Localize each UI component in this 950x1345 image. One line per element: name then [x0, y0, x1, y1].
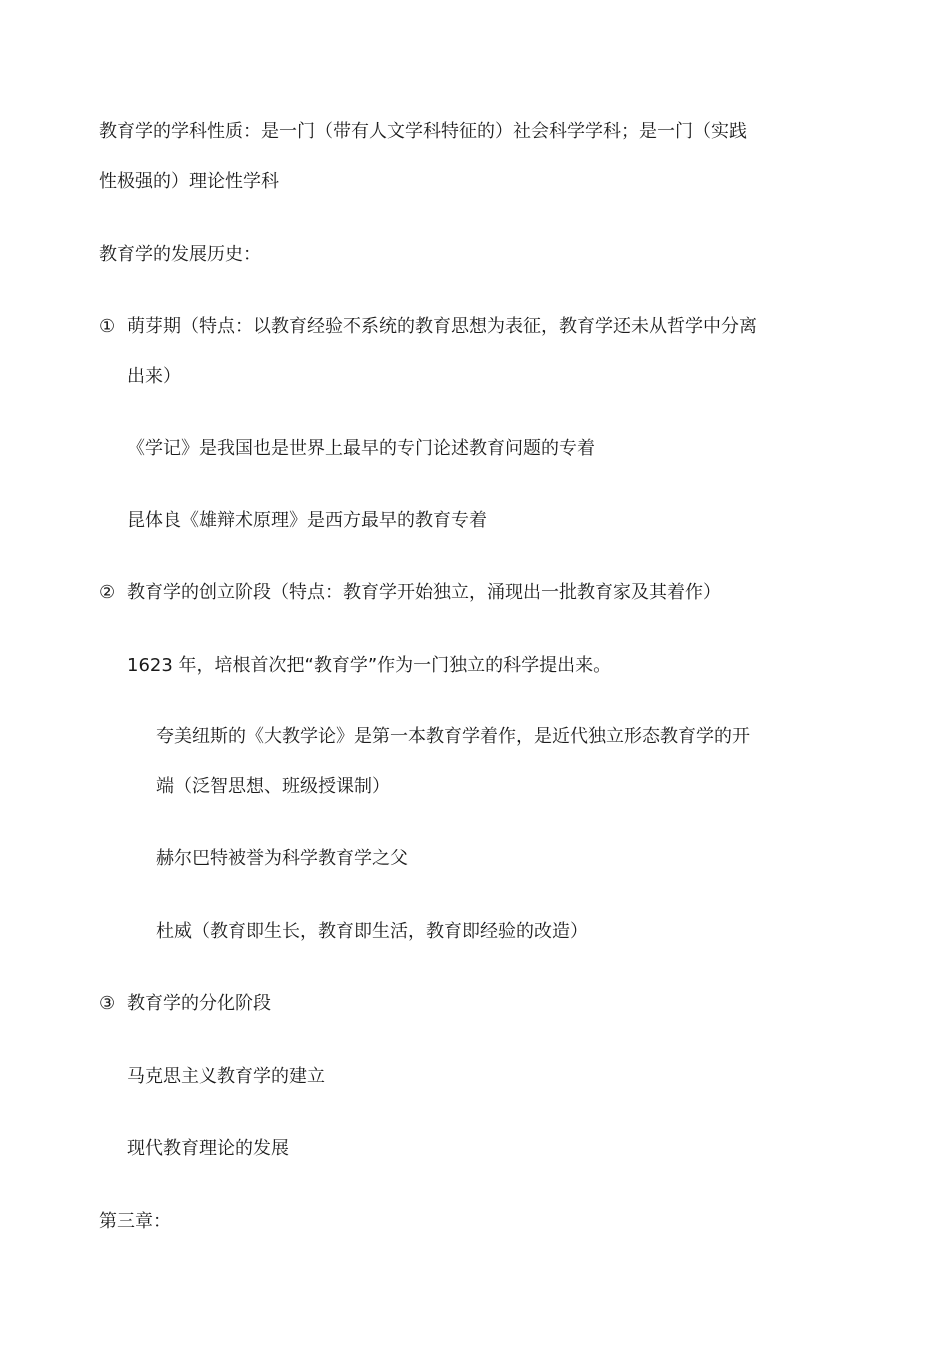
- stage2-marker: ②: [99, 582, 116, 603]
- stage3-title: [99, 992, 271, 1016]
- nature-text-line1: 教育学的学科性质：是一门（带有人文学科特征的）社会科学学科；是一门（实践: [99, 121, 747, 142]
- stage2-dewey: 杜威（教育即生长，教育即生活，教育即经验的改造）: [156, 921, 588, 942]
- stage2-comenius-line1: 夸美纽斯的《大教学论》是第一本教育学着作，是近代独立形态教育学的开: [156, 726, 750, 747]
- stage3-marker: ③: [99, 993, 116, 1014]
- stage1-marker: ①: [99, 316, 116, 337]
- stage2-bacon: 1623 年，培根首次把“教育学”作为一门独立的科学提出来。: [127, 655, 612, 676]
- stage3-text: 教育学的分化阶段: [127, 993, 271, 1014]
- stage3-item-marxist: 马克思主义教育学的建立: [127, 1066, 325, 1087]
- stage2-title: [99, 581, 721, 605]
- stage1-item-quintilian: 昆体良《雄辩术原理》是西方最早的教育专着: [127, 510, 487, 531]
- stage1-text: 萌芽期（特点：以教育经验不系统的教育思想为表征，教育学还未从哲学中分离: [127, 316, 757, 337]
- nature-text-line2: 性极强的）理论性学科: [99, 171, 279, 192]
- history-heading: 教育学的发展历史：: [99, 244, 261, 265]
- stage2-herbart: 赫尔巴特被誉为科学教育学之父: [156, 848, 408, 869]
- stage2-comenius-line2: 端（泛智思想、班级授课制）: [156, 776, 390, 797]
- stage1-item-xueji: 《学记》是我国也是世界上最早的专门论述教育问题的专着: [127, 438, 595, 459]
- stage1-title: [99, 315, 757, 339]
- stage3-item-modern: 现代教育理论的发展: [127, 1138, 289, 1159]
- stage1-text-line2: 出来）: [127, 366, 181, 387]
- stage2-text: 教育学的创立阶段（特点：教育学开始独立，涌现出一批教育家及其着作）: [127, 582, 721, 603]
- chapter3-heading: 第三章：: [99, 1211, 171, 1232]
